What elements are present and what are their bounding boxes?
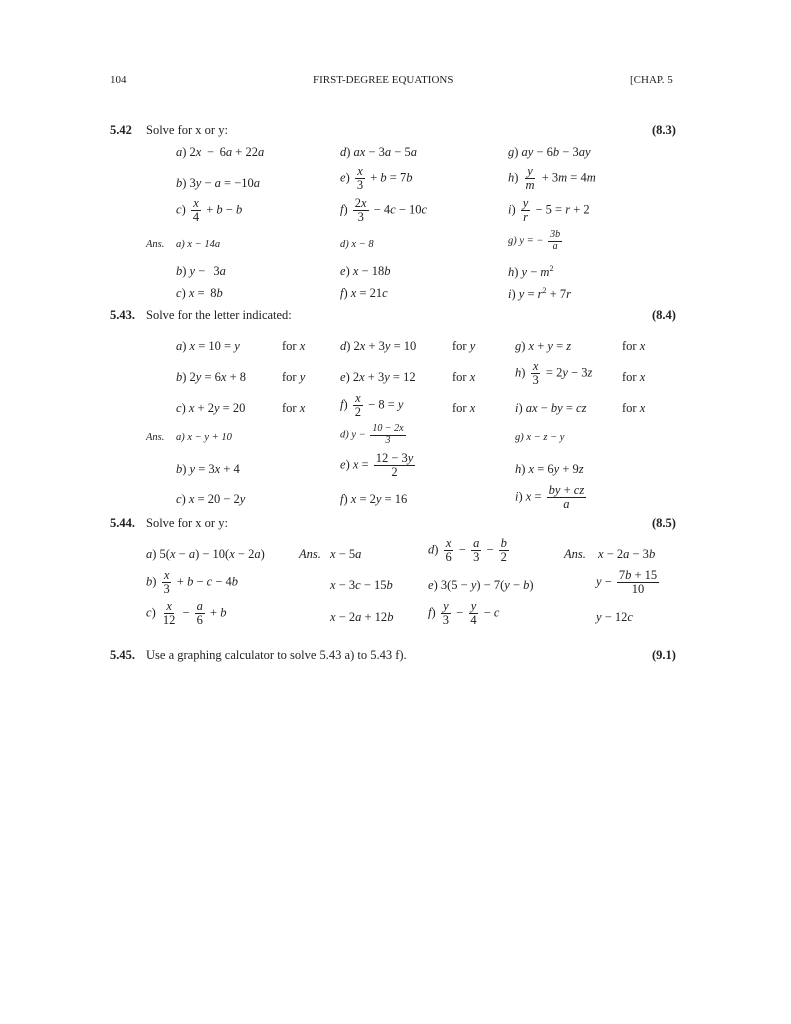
equation: a) 5(x − a) − 10(x − 2a)	[146, 547, 265, 561]
equation: for x	[622, 370, 646, 384]
problem-number: 5.44.	[110, 516, 135, 530]
answer: g) y = − $\frac{3b}{a}$	[508, 229, 561, 252]
equation: b) $\frac{x}{3}$ + b − c − 4b	[146, 568, 239, 597]
equation: f) $\frac{y}{3}$ − $\frac{y}{4}$ − c	[428, 599, 500, 628]
problem-prompt: Solve for the letter indicated:	[146, 308, 292, 322]
answer: e) x = $\frac{12 - 3y}{2}$	[340, 451, 414, 480]
equation: d) 2x + 3y = 10	[340, 339, 417, 353]
answer-label: Ans.	[564, 547, 586, 561]
answer: b) y − 3a	[176, 264, 226, 278]
equation: i) ax − by = cz	[515, 401, 587, 415]
equation: f) $\frac{2x}{3}$ − 4c − 10c	[340, 196, 428, 225]
answer: c) x = 8b	[176, 286, 223, 300]
equation: for x	[452, 370, 476, 384]
answer-label: Ans.	[146, 432, 165, 443]
equation: e) $\frac{x}{3}$ + b = 7b	[340, 164, 413, 193]
answer: d) y − $\frac{10 - 2x}{3}$	[340, 423, 404, 446]
answer: x − 2a − 3b	[598, 547, 656, 561]
equation: c) $\frac{x}{4}$ + b − b	[176, 196, 243, 225]
answer: f) x = 2y = 16	[340, 492, 408, 506]
answer: f) x = 21c	[340, 286, 388, 300]
equation: c) $\frac{x}{12}$ − $\frac{a}{6}$ + b	[146, 599, 227, 628]
running-title: FIRST-DEGREE EQUATIONS	[313, 74, 454, 86]
chapter-label: [CHAP. 5	[630, 74, 673, 86]
equation: g) x + y = z	[515, 339, 572, 353]
equation: b) 2y = 6x + 8	[176, 370, 247, 384]
equation: for y	[452, 339, 476, 353]
equation: for x	[622, 401, 646, 415]
answer: y − $\frac{7b + 15}{10}$	[596, 568, 658, 597]
problem-prompt: Use a graphing calculator to solve 5.43 a) to 5.43 f).	[146, 648, 407, 662]
equation: d) $\frac{x}{6}$ − $\frac{a}{3}$ − $\frac{b}{2}$	[428, 536, 507, 565]
answer: g) x − z − y	[515, 432, 565, 443]
answer-label: Ans.	[299, 547, 321, 561]
page-number: 104	[110, 74, 127, 86]
equation: g) ay − 6b − 3ay	[508, 145, 591, 159]
equation: a) 2x − 6a + 22a	[176, 145, 265, 159]
equation: for x	[622, 339, 646, 353]
section-ref: (8.4)	[652, 308, 676, 322]
equation: d) ax − 3a − 5a	[340, 145, 417, 159]
answer: c) x = 20 − 2y	[176, 492, 246, 506]
problem-number: 5.43.	[110, 308, 135, 322]
answer: x − 5a	[330, 547, 362, 561]
answer: d) x − 8	[340, 239, 374, 250]
answer: e) x − 18b	[340, 264, 391, 278]
answer: i) x = $\frac{by + cz}{a}$	[515, 483, 585, 512]
equation: h) $\frac{y}{m}$ + 3m = 4m	[508, 164, 596, 193]
answer: a) x − y + 10	[176, 432, 232, 443]
answer-label: Ans.	[146, 239, 165, 250]
equation: h) $\frac{x}{3}$ = 2y − 3z	[515, 359, 593, 388]
equation: a) x = 10 = y	[176, 339, 240, 353]
equation: for x	[282, 401, 306, 415]
answer: a) x − 14a	[176, 239, 221, 250]
problem-prompt: Solve for x or y:	[146, 123, 228, 137]
equation: for x	[282, 339, 306, 353]
answer: x − 3c − 15b	[330, 578, 393, 592]
equation: for x	[452, 401, 476, 415]
answer: b) y = 3x + 4	[176, 462, 240, 476]
section-ref: (9.1)	[652, 648, 676, 662]
equation: i) $\frac{y}{r}$ − 5 = r + 2	[508, 196, 590, 225]
answer: h) x = 6y + 9z	[515, 462, 584, 476]
equation: c) x + 2y = 20	[176, 401, 246, 415]
equation: for y	[282, 370, 306, 384]
answer: i) $y = r^2 + 7r$	[508, 286, 571, 302]
problem-number: 5.42	[110, 123, 132, 137]
equation: e) 2x + 3y = 12	[340, 370, 416, 384]
problem-number: 5.45.	[110, 648, 135, 662]
answer: x − 2a + 12b	[330, 610, 394, 624]
equation: f) $\frac{x}{2}$ − 8 = y	[340, 391, 404, 420]
equation: b) 3y − a = −10a	[176, 176, 261, 190]
section-ref: (8.3)	[652, 123, 676, 137]
answer: h) $y - m^2$	[508, 264, 554, 280]
section-ref: (8.5)	[652, 516, 676, 530]
answer: y − 12c	[596, 610, 633, 624]
problem-prompt: Solve for x or y:	[146, 516, 228, 530]
equation: e) 3(5 − y) − 7(y − b)	[428, 578, 534, 592]
